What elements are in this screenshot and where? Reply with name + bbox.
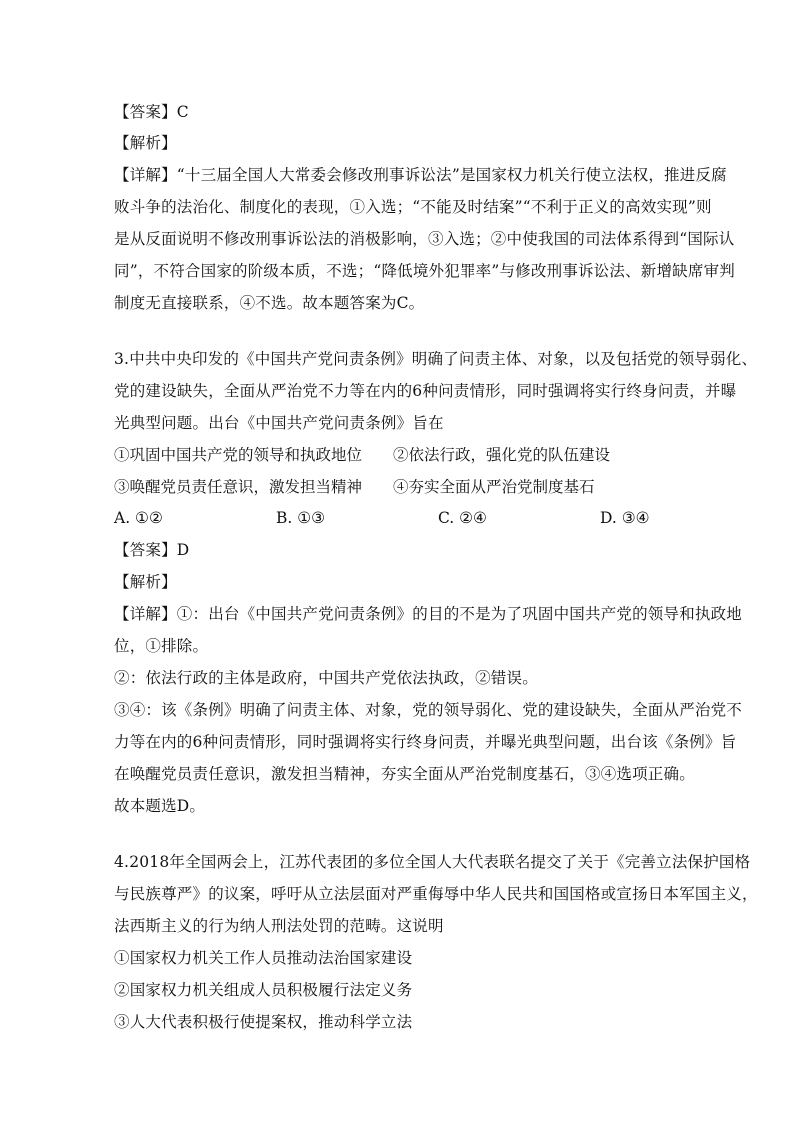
q4-item-2: ②国家权力机关组成人员积极履行法定义务 [114,981,413,999]
q2-detail-line: 【详解】“十三届全国人大常委会修改刑事诉讼法”是国家权力机关行使立法权，推进反腐 [114,166,727,184]
q3-detail-line: 故本题选D。 [114,797,206,815]
q4-item-3: ③人大代表积极行使提案权，推动科学立法 [114,1013,413,1031]
q4-stem-line: 法西斯主义的行为纳人刑法处罚的范畴。这说明 [114,917,444,935]
q3-choice-c: C. ②④ [438,509,487,527]
q3-detail-line: ②：依法行政的主体是政府，中国共产党依法执政，②错误。 [114,669,538,687]
q4-stem-line: 4.2018年全国两会上，江苏代表团的多位全国人大代表联名提交了关于《完善立法保护国格 [114,853,751,871]
q3-choice-d: D. ③④ [600,509,650,527]
q2-detail-line: 制度无直接联系，④不选。故本题答案为C。 [114,294,425,312]
q3-item-3: ③唤醒党员责任意识，激发担当精神 [114,478,363,496]
q3-stem-line: 3.中共中央印发的《中国共产党问责条例》明确了问责主体、对象，以及包括党的领导弱化、 [114,350,758,368]
q3-item-4: ④夯实全面从严治党制度基石 [393,478,595,496]
q3-choice-a: A. ①② [114,509,163,527]
q2-answer: 【答案】C [114,103,189,121]
q3-detail-line: ③④：该《条例》明确了问责主体、对象，党的领导弱化、党的建设缺失，全面从严治党不 [114,701,743,719]
q2-detail-line: 败斗争的法治化、制度化的表现，①入选；“不能及时结案”“不利于正义的高效实现”则 [114,198,712,216]
q3-item-1: ①巩固中国共产党的领导和执政地位 [114,446,363,464]
q2-analysis-label: 【解析】 [114,134,177,152]
q3-item-2: ②依法行政，强化党的队伍建设 [393,446,611,464]
q3-detail-line: 在唤醒党员责任意识，激发担当精神，夯实全面从严治党制度基石，③④选项正确。 [114,765,695,783]
q3-detail-line: 位，①排除。 [114,637,209,655]
q3-answer: 【答案】D [114,541,190,559]
q4-stem-line: 与民族尊严》的议案，呼吁从立法层面对严重侮辱中华人民共和国国格或宣扬日本军国主义， [114,885,758,903]
q3-stem-line: 党的建设缺失，全面从严治党不力等在内的6种问责情形，同时强调将实行终身问责，并曝 [114,382,737,400]
q3-stem-line: 光典型问题。出台《中国共产党问责条例》旨在 [114,414,444,432]
q4-item-1: ①国家权力机关工作人员推动法治国家建设 [114,949,413,967]
q3-detail-line: 【详解】①：出台《中国共产党问责条例》的目的不是为了巩固中国共产党的领导和执政地 [114,605,743,623]
q3-detail-line: 力等在内的6种问责情形，同时强调将实行终身问责，并曝光典型问题，出台该《条例》旨 [114,733,737,751]
q2-detail-line: 同”，不符合国家的阶级本质，不选；“降低境外犯罪率”与修改刑事诉讼法、新增缺席审判 [114,262,735,280]
q3-analysis-label: 【解析】 [114,573,177,591]
q3-choice-b: B. ①③ [276,509,326,527]
q2-detail-line: 是从反面说明不修改刑事诉讼法的消极影响，③入选；②中使我国的司法体系得到“国际认 [114,230,735,248]
